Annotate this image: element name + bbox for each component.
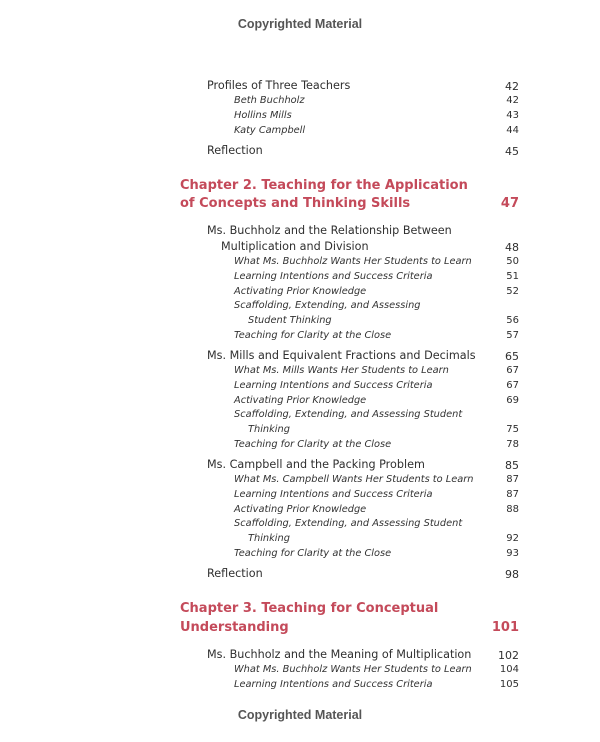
toc-page-number: 56 xyxy=(506,315,519,326)
toc-subentry-title: Learning Intentions and Success Criteria xyxy=(234,380,433,391)
toc-entry-title: Ms. Buchholz and the Relationship Between xyxy=(207,224,452,237)
toc-subentry-title: Learning Intentions and Success Criteria xyxy=(234,489,433,500)
toc-subentry-title: What Ms. Buchholz Wants Her Students to Learn xyxy=(234,664,472,675)
chapter-2-heading: Chapter 2. Teaching for the Application xyxy=(180,178,468,193)
toc-page-number: 50 xyxy=(506,256,519,267)
toc-subentry-title: Activating Prior Knowledge xyxy=(234,286,367,297)
toc-page-number: 78 xyxy=(506,439,519,450)
toc-page-number: 85 xyxy=(505,459,519,472)
toc-subentry-title: Hollins Mills xyxy=(234,110,292,121)
toc-subentry-title: What Ms. Campbell Wants Her Students to Learn xyxy=(234,474,474,485)
toc-entry-title: Profiles of Three Teachers xyxy=(207,79,351,92)
copyright-banner-top: Copyrighted Material xyxy=(237,17,363,31)
chapter-3-page: 101 xyxy=(491,620,519,635)
toc-subentry-title-cont: Thinking xyxy=(248,533,290,544)
toc-page-number: 52 xyxy=(506,286,519,297)
toc-entry-title: Reflection xyxy=(207,144,263,157)
toc-page-number: 105 xyxy=(499,679,519,690)
chapter-2-heading-cont: of Concepts and Thinking Skills xyxy=(180,196,411,211)
toc-page-number: 75 xyxy=(506,424,519,435)
toc-page-number: 67 xyxy=(506,365,519,376)
toc-page-number: 65 xyxy=(505,350,519,363)
chapter-3-heading-cont: Understanding xyxy=(180,620,289,635)
toc-page-number: 51 xyxy=(506,271,519,282)
chapter-2-page: 47 xyxy=(500,196,519,211)
toc-subentry-title: Learning Intentions and Success Criteria xyxy=(234,271,433,282)
toc-subentry-title: Scaffolding, Extending, and Assessing Student xyxy=(234,409,463,420)
toc-page-number: 88 xyxy=(506,504,519,515)
toc-entry-title-cont: Multiplication and Division xyxy=(221,240,369,253)
toc-page-number: 42 xyxy=(506,95,519,106)
toc-page-number: 42 xyxy=(505,80,519,93)
toc-entry-title: Reflection xyxy=(207,567,263,580)
toc-page-number: 87 xyxy=(506,489,519,500)
toc-subentry-title: Teaching for Clarity at the Close xyxy=(234,330,392,341)
toc-page-number: 44 xyxy=(506,125,519,136)
toc-page-number: 104 xyxy=(499,664,519,675)
toc-subentry-title: What Ms. Mills Wants Her Students to Learn xyxy=(234,365,449,376)
toc-page-number: 45 xyxy=(505,145,519,158)
toc-page-number: 92 xyxy=(506,533,519,544)
chapter-3-heading: Chapter 3. Teaching for Conceptual xyxy=(180,601,439,616)
toc-page-number: 102 xyxy=(498,649,519,662)
toc-subentry-title: Learning Intentions and Success Criteria xyxy=(234,679,433,690)
toc-page-number: 67 xyxy=(506,380,519,391)
toc-entry-title: Ms. Campbell and the Packing Problem xyxy=(207,458,425,471)
toc-page-number: 43 xyxy=(506,110,519,121)
toc-subentry-title: Scaffolding, Extending, and Assessing Student xyxy=(234,518,463,529)
toc-page-number: 98 xyxy=(505,568,519,581)
toc-subentry-title: Beth Buchholz xyxy=(234,95,305,106)
toc-page-number: 69 xyxy=(506,395,519,406)
toc-entry-title: Ms. Buchholz and the Meaning of Multiplication xyxy=(207,648,472,661)
toc-subentry-title: Scaffolding, Extending, and Assessing xyxy=(234,300,421,311)
toc-page-number: 57 xyxy=(506,330,519,341)
toc-page-number: 48 xyxy=(505,241,519,254)
toc-subentry-title: Katy Campbell xyxy=(234,125,306,136)
toc-subentry-title: Activating Prior Knowledge xyxy=(234,504,367,515)
toc-page-number: 87 xyxy=(506,474,519,485)
toc-subentry-title: Teaching for Clarity at the Close xyxy=(234,439,392,450)
toc-subentry-title: Teaching for Clarity at the Close xyxy=(234,548,392,559)
toc-subentry-title: What Ms. Buchholz Wants Her Students to Learn xyxy=(234,256,472,267)
toc-page-number: 93 xyxy=(506,548,519,559)
copyright-banner-bottom: Copyrighted Material xyxy=(237,708,363,722)
toc-subentry-title-cont: Student Thinking xyxy=(248,315,332,326)
toc-subentry-title: Activating Prior Knowledge xyxy=(234,395,367,406)
toc-entry-title: Ms. Mills and Equivalent Fractions and Decimals xyxy=(207,349,476,362)
toc-subentry-title-cont: Thinking xyxy=(248,424,290,435)
